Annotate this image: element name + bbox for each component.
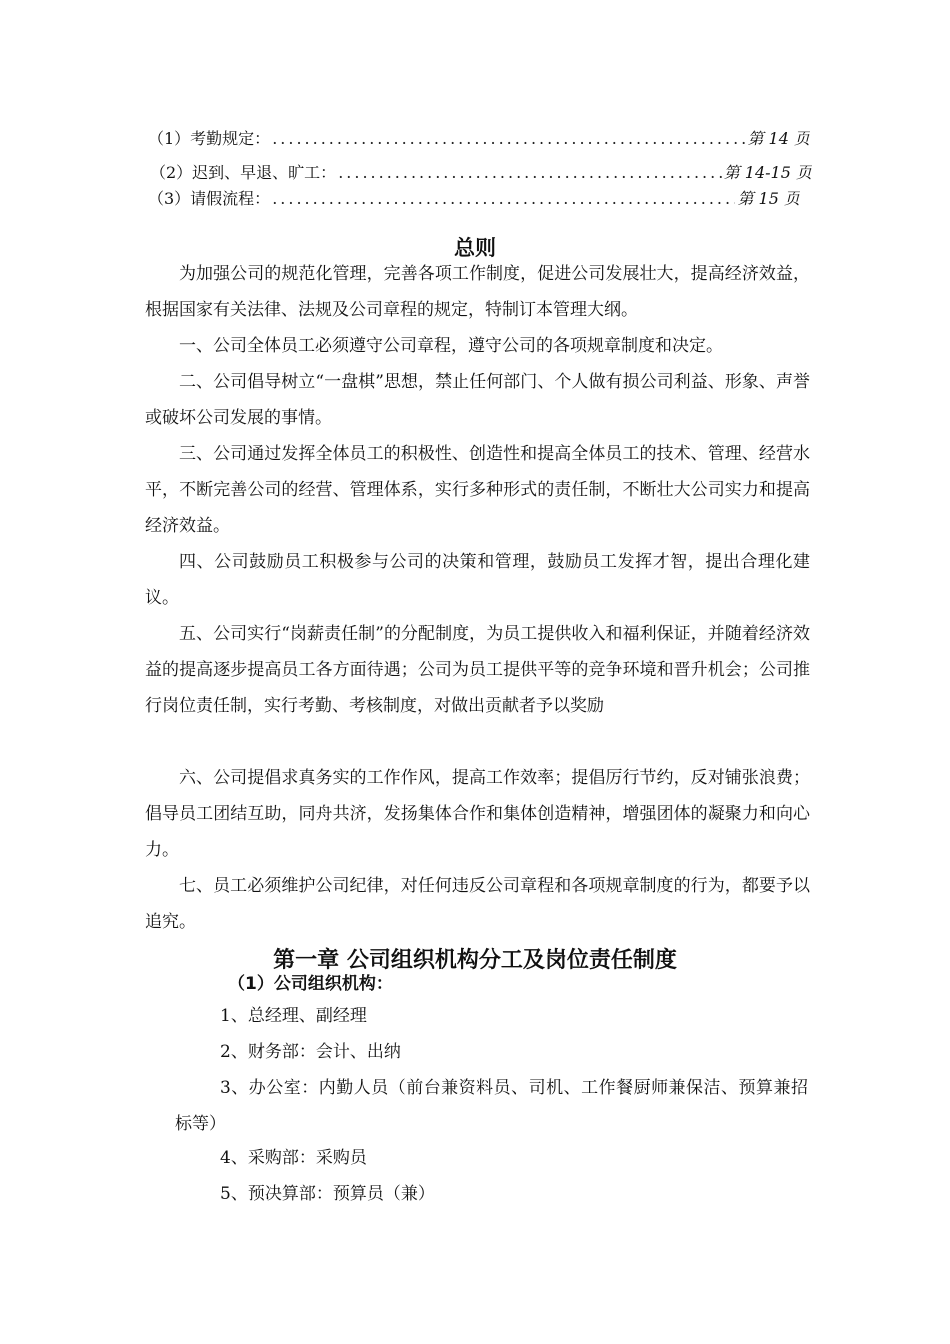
general-intro: 为加强公司的规范化管理，完善各项工作制度，促进公司发展壮大，提高经济效益，根据国家有关法律、法规及公司章程的规定，特制订本管理大纲。 <box>145 264 810 320</box>
toc-label: （3）请假流程： <box>148 189 271 208</box>
toc-label: （1）考勤规定： <box>148 129 271 148</box>
general-article-1: 一、公司全体员工必须遵守公司章程，遵守公司的各项规章制度和决定。 <box>179 336 723 356</box>
org-item: 2、财务部：会计、出纳 <box>220 1042 401 1062</box>
toc-entry[interactable] <box>148 184 800 210</box>
toc-label: （2）迟到、早退、旷工： <box>150 163 337 182</box>
org-item: 5、预决算部：预算员（兼） <box>220 1184 435 1204</box>
toc-leader-dots <box>272 128 745 150</box>
toc-leader-dots <box>272 188 735 210</box>
toc-page-number: 第 14-15 页 <box>723 163 812 182</box>
org-item: 3、办公室：内勤人员（前台兼资料员、司机、工作餐厨师兼保洁、预算兼招标等） <box>175 1078 808 1134</box>
chapter-subtitle: （1）公司组织机构： <box>228 974 393 994</box>
org-item: 1、总经理、副经理 <box>220 1006 367 1026</box>
toc-page-number: 第 15 页 <box>737 189 800 208</box>
toc-entry[interactable] <box>148 124 810 150</box>
general-article-3: 三、公司通过发挥全体员工的积极性、创造性和提高全体员工的技术、管理、经营水平，不断完善公司的经营、管理体系，实行多种形式的责任制，不断壮大公司实力和提高经济效益。 <box>145 444 810 536</box>
section-title-general: 总则 <box>454 236 496 260</box>
toc-page-number: 第 14 页 <box>747 129 810 148</box>
general-article-6: 六、公司提倡求真务实的工作作风，提高工作效率；提倡厉行节约，反对铺张浪费；倡导员工团结互助，同舟共济，发扬集体合作和集体创造精神，增强团体的凝聚力和向心力。 <box>145 768 810 860</box>
toc-leader-dots <box>338 162 722 184</box>
toc-entry[interactable] <box>150 158 812 184</box>
org-item: 4、采购部：采购员 <box>220 1148 367 1168</box>
general-article-2: 二、公司倡导树立“一盘棋”思想，禁止任何部门、个人做有损公司利益、形象、声誉或破坏公司发展的事情。 <box>145 372 810 428</box>
chapter-title: 第一章 公司组织机构分工及岗位责任制度 <box>273 948 677 973</box>
general-article-7: 七、员工必须维护公司纪律，对任何违反公司章程和各项规章制度的行为，都要予以追究。 <box>145 876 810 932</box>
general-article-4: 四、公司鼓励员工积极参与公司的决策和管理，鼓励员工发挥才智，提出合理化建议。 <box>145 552 810 608</box>
general-article-5: 五、公司实行“岗薪责任制”的分配制度，为员工提供收入和福利保证，并随着经济效益的提高逐步提高员工各方面待遇；公司为员工提供平等的竞争环境和晋升机会；公司推行岗位责任制，实行考勤、考核制度，对做出贡献者予以奖励 <box>145 624 810 716</box>
